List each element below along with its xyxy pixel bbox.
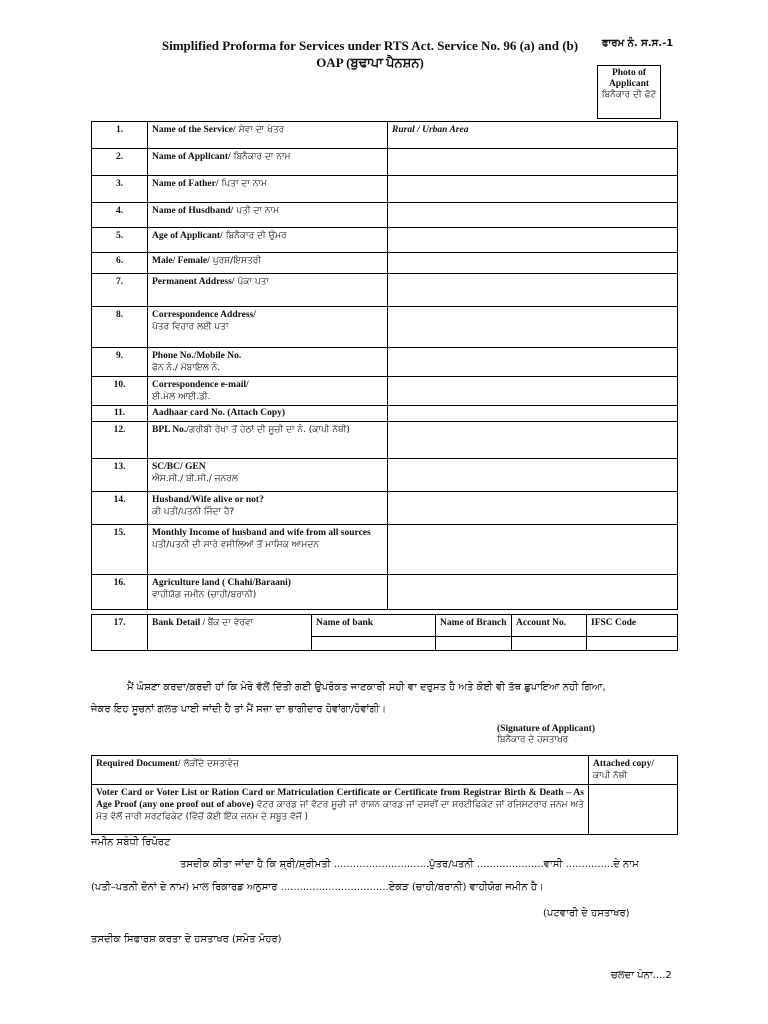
- required-documents-table: [91, 755, 678, 835]
- row-label: Name of the Service/ ਸੇਵਾ ਦਾ ਖੇਤਰ: [148, 122, 388, 149]
- declaration-line-2: ਜੇਕਰ ਇਹ ਸੂਚਨਾਂ ਗਲਤ ਪਾਈ ਜਾਂਦੀ ਹੈ ਤਾਂ ਮੈਂ ਸਜ਼ਾ ਦਾ ਭਾਗੀਦਾਰ ਹੋਵਾਂਗਾ/ਹੋਵਾਂਗੀ।: [91, 704, 387, 715]
- aadhaar-field[interactable]: [388, 406, 678, 422]
- bank-detail-table: [91, 614, 678, 651]
- form-title-line1: Simplified Proforma for Services under RTS Act. Service No. 96 (a) and (b): [161, 38, 579, 53]
- row-number: 8.: [92, 307, 148, 348]
- table-row: [92, 459, 678, 492]
- correspondence-address-field[interactable]: [388, 307, 678, 348]
- row-label: Name of Father/ ਪਿਤਾ ਦਾ ਨਾਮ: [148, 176, 388, 203]
- row-number: 14.: [92, 492, 148, 525]
- declaration: [91, 677, 691, 721]
- row-label: SC/BC/ GEN ਐਸ.ਸੀ./ ਬੀ.ਸੀ./ ਜਨਰਲ: [148, 459, 388, 492]
- photo-label-2: Applicant: [608, 79, 650, 89]
- table-row: [92, 274, 678, 307]
- row-number: 13.: [92, 459, 148, 492]
- bpl-field[interactable]: [388, 422, 678, 459]
- row-label: Monthly Income of husband and wife from all sources ਪਤੀ/ਪਤਨੀ ਦੀ ਸਾਰੇ ਵਸੀਲਿਆਂ ਤੋਂ ਮਾਸਿਕ ਆਮਦਨ: [148, 525, 388, 575]
- continued-page-note: ਚਲਦਾ ਪੰਨਾ....2: [611, 970, 672, 981]
- husband-name-field[interactable]: [388, 203, 678, 228]
- table-row: [92, 615, 678, 637]
- row-label: Name of Husdband/ ਪਤੀ ਦਾ ਨਾਮ: [148, 203, 388, 228]
- declaration-line-1: ਮੈਂ ਘੋਸ਼ਣਾ ਕਰਦਾ/ਕਰਦੀ ਹਾਂ ਕਿ ਮੇਰੇ ਵੱਲੋਂ ਦਿੱਤੀ ਗਈ ਉਪਰੋਕਤ ਜਾਣਕਾਰੀ ਸਹੀ ਵਾ ਦਰੁਸਤ ਹੈ ਅਤੇ ਕੋਈ ਵੀ ਤੱਥ ਛੁਪਾਇਆ ਨਹੀ ਗਿਆ,: [127, 682, 606, 693]
- table-row: [92, 228, 678, 253]
- table-row: [92, 122, 678, 149]
- row-number: 9.: [92, 348, 148, 377]
- table-row: [92, 253, 678, 274]
- row-number: 10.: [92, 377, 148, 406]
- table-row: [92, 406, 678, 422]
- account-no-header: Account No.: [512, 615, 587, 637]
- attached-copy-field[interactable]: [589, 785, 678, 835]
- row-label: Aadhaar card No. (Attach Copy): [148, 406, 388, 422]
- row-number: 17.: [92, 615, 148, 651]
- row-number: 1.: [92, 122, 148, 149]
- signature-label-pa: ਬਿਨੈਕਾਰ ਦੇ ਹਸਤਾਖਰ: [497, 735, 569, 745]
- form-number: ਫਾਰਮ ਨੰ. ਸ.ਸ.-1: [602, 38, 674, 49]
- account-no-field[interactable]: [512, 637, 587, 651]
- father-name-field[interactable]: [388, 176, 678, 203]
- table-row: [92, 756, 678, 785]
- table-row: [92, 176, 678, 203]
- row-number: 5.: [92, 228, 148, 253]
- monthly-income-field[interactable]: [388, 525, 678, 575]
- form-title-line2: OAP (ਬੁਢਾਪਾ ਪੈਨਸ਼ਨ): [316, 55, 424, 70]
- applicant-signature: [497, 724, 595, 746]
- phone-field[interactable]: [388, 348, 678, 377]
- row-label: Male/ Female/ ਪੁਰਸ਼/ਇਸਤਰੀ: [148, 253, 388, 274]
- bank-detail-label: Bank Detail / ਬੈਂਕ ਦਾ ਵੇਰਵਾ: [148, 615, 312, 651]
- gender-field[interactable]: [388, 253, 678, 274]
- table-row: [92, 422, 678, 459]
- applicant-name-field[interactable]: [388, 149, 678, 176]
- row-label: Agriculture land ( Chahi/Baraani) ਵਾਹੀਯੋਗ ਜਮੀਨ (ਚਾਹੀ/ਬਰਾਨੀ): [148, 575, 388, 610]
- agriculture-land-field[interactable]: [388, 575, 678, 610]
- row-label: Phone No./Mobile No. ਫੋਨ ਨੰ./ ਮੋਬਾਇਲ ਨੰ.: [148, 348, 388, 377]
- documents-header: Required Document/ ਲੋੜੀਂਦੇ ਦਸਤਾਵੇਜ਼: [92, 756, 589, 785]
- row-label: Age of Applicant/ ਬਿਨੈਕਾਰ ਦੀ ਉਮਰ: [148, 228, 388, 253]
- row-number: 3.: [92, 176, 148, 203]
- photo-box[interactable]: [597, 65, 661, 119]
- row-label: Correspondence Address/ ਪੱਤਰ ਵਿਹਾਰ ਲਈ ਪਤਾ: [148, 307, 388, 348]
- table-row: [92, 525, 678, 575]
- row-number: 16.: [92, 575, 148, 610]
- recommender-signature: ਤਸਦੀਕ ਸਿਫਾਰਸ਼ ਕਰਤਾ ਦੇ ਹਸਤਾਖਰ (ਸਮੇਤ ਮੋਹਰ): [91, 934, 282, 945]
- table-row: [92, 149, 678, 176]
- land-report-line-2: (ਪਤੀ–ਪਤਨੀ ਦੋਨਾਂ ਦੇ ਨਾਮ) ਮਾਲ ਰਿਕਾਰਡ ਅਨੁਸਾਰ ..................................ਏਕੜ (ਚਾਹੀ/ਬਰਾਨੀ) ਵਾਹੀਯੋਗ ਜਮੀਨ ਹੈ।: [91, 882, 544, 893]
- row-label: BPL No./ਗਰੀਬੀ ਰੇਖਾ ਤੋਂ ਹੇਠਾਂ ਦੀ ਸੂਚੀ ਦਾ ਨੰ. (ਕਾਪੀ ਨੱਥੀ): [148, 422, 388, 459]
- table-row: [92, 203, 678, 228]
- email-field[interactable]: [388, 377, 678, 406]
- ifsc-code-field[interactable]: [587, 637, 678, 651]
- photo-label-3: ਬਿਨੈਕਾਰ ਦੀ ਫੋਟੋ: [601, 90, 657, 100]
- branch-name-header: Name of Branch: [436, 615, 512, 637]
- table-row: [92, 348, 678, 377]
- patwari-signature: (ਪਟਵਾਰੀ ਦੇ ਹਸਤਾਖਰ): [543, 908, 630, 919]
- row-number: 6.: [92, 253, 148, 274]
- row-number: 7.: [92, 274, 148, 307]
- row-label: Name of Applicant/ ਬਿਨੈਕਾਰ ਦਾ ਨਾਮ: [148, 149, 388, 176]
- applicant-details-table: [91, 121, 678, 610]
- spouse-alive-field[interactable]: [388, 492, 678, 525]
- table-row: [92, 377, 678, 406]
- ifsc-code-header: IFSC Code: [587, 615, 678, 637]
- branch-name-field[interactable]: [436, 637, 512, 651]
- rural-urban-label: Rural / Urban Area: [392, 125, 469, 135]
- category-field[interactable]: [388, 459, 678, 492]
- table-row: [92, 785, 678, 835]
- row-number: 12.: [92, 422, 148, 459]
- documents-body: Voter Card or Voter List or Ration Card or Matriculation Certificate or Certificate from Registrar Birth & Death – As Age Proof (any one proof out of above) ਵੋਟਰ ਕਾਰਡ ਜਾਂ ਵੋਟਰ ਸੂਚੀ ਜਾਂ ਰਾਸ਼ਨ ਕਾਰਡ ਜਾਂ ਦਸਵੀਂ ਦਾ ਸਰਟੀਫਿਕੇਟ ਜਾਂ ਰਜਿਸਟਰਾਰ ਜਨਮ ਅਤੇ ਮੋਤ ਵੱਲੋਂ ਜਾਰੀ ਸਰਟਫਿਕੇਟ (ਵਿੱਚੋਂ ਕੋਈ ਇੱਕ ਜਨਮ ਦੇ ਸਬੂਤ ਵੱਜੋਂ ): [92, 785, 589, 835]
- signature-label-en: (Signature of Applicant): [497, 724, 596, 734]
- bank-name-header: Name of bank: [312, 615, 436, 637]
- row-number: 15.: [92, 525, 148, 575]
- row-number: 2.: [92, 149, 148, 176]
- attached-copy-header: Attached copy/ ਕਾਪੀ ਨੱਥੀ: [589, 756, 678, 785]
- table-row: [92, 492, 678, 525]
- row-number: 11.: [92, 406, 148, 422]
- land-report-heading: ਜਮੀਨ ਸਬੰਧੀ ਰਿਪੋਰਟ: [91, 837, 171, 848]
- photo-label-1: Photo of: [611, 68, 647, 78]
- land-report-line-1: ਤਸਦੀਕ ਕੀਤਾ ਜਾਂਦਾ ਹੈ ਕਿ ਸ਼੍ਰੀ/ਸ਼੍ਰੀਮਤੀ ..............................ਪੁੱਤਰ/ਪਤਨੀ .....................ਵਾਸੀ ...............ਦੇ ਨਾਮ: [180, 859, 639, 870]
- rural-urban-field[interactable]: [388, 122, 678, 149]
- table-row: [92, 307, 678, 348]
- row-label: Permanent Address/ ਪੱਕਾ ਪਤਾ: [148, 274, 388, 307]
- row-number: 4.: [92, 203, 148, 228]
- form-title: [60, 37, 680, 71]
- row-label: Husband/Wife alive or not? ਕੀ ਪਤੀ/ਪਤਨੀ ਜਿੰਦਾ ਹੈ?: [148, 492, 388, 525]
- bank-name-field[interactable]: [312, 637, 436, 651]
- age-field[interactable]: [388, 228, 678, 253]
- row-label: Correspondence e-mail/ ਈ.ਮੇਲ ਆਈ.ਡੀ.: [148, 377, 388, 406]
- table-row: [92, 575, 678, 610]
- permanent-address-field[interactable]: [388, 274, 678, 307]
